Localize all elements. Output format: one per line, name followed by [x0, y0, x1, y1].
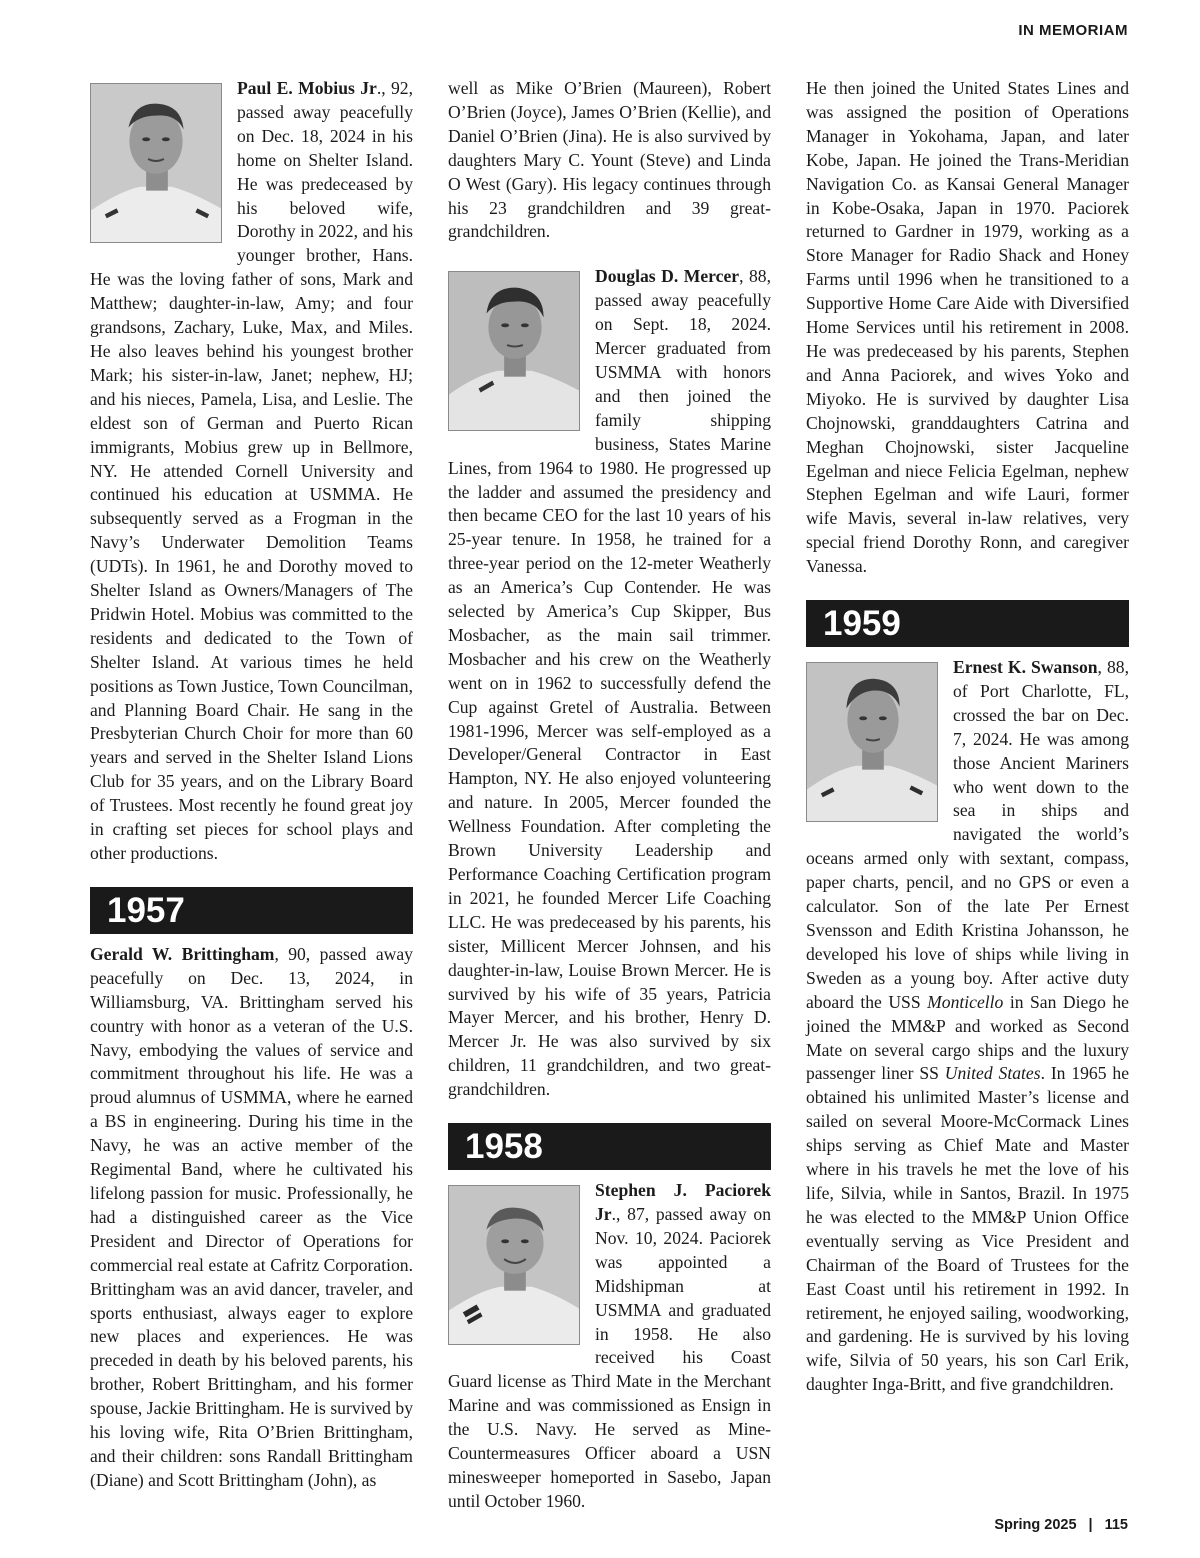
obituary-mobius: Paul E. Mobius Jr., 92, passed away peacefully on Dec. 18, 2024 in his home on Shelter Island. He was predeceased by his beloved wife, Dorothy in 2022, and his younger brother, Hans. He was the loving father of sons, Mark and Matthew; daughter-in-law, Amy; and four grandsons, Zachary, Luke, Max, and Miles. He also leaves behind his youngest brother Mark; his sister-in-law, Janet; nephew, HJ; and his nieces, Pamela, Lisa, and Leslie. The eldest son of German and Puerto Rican immigrants, Mobius grew up in Bellmore, NY. He attended Cornell University and continued his education at USMMA. He subsequently served as a Frogman in the Navy’s Underwater Demolition Teams (UDTs). In 1961, he and Dorothy moved to Shelter Island as Owners/Managers of The Pridwin Hotel. Mobius was committed to the residents and dedicated to the Town of Shelter Island. At various times he held positions as Town Justice, Town Councilman, and Planning Board Chair. He sang in the Presbyterian Church Choir for more than 60 years and served in the Shelter Island Lions Club for 35 years, and on the Library Board of Trustees. Most recently he found great joy in crafting set pieces for school plays and other productions. — [90, 78, 414, 863]
name-brittingham: Gerald W. Brittingham — [90, 943, 275, 964]
page-footer — [994, 1517, 1128, 1533]
obituary-paciorek-continued: He then joined the United States Lines and was assigned the position of Operations Manager in Yokohama, Japan, and later Kobe, Japan. He joined the Trans-Meridian Navigation Co. as Kansai General Manager in Kobe-Osaka, Japan in 1970. Paciorek returned to Gardner in 1979, working as a Store Manager for Radio Shack and Honey Farms until 1996 when he transitioned to a Supportive Home Care Aide with Diversified Home Services until his retirement in 2008. He was predeceased by his parents, Stephen and Anna Paciorek, and wives Yoko and Miyoko. He is survived by daughter Lisa Chojnowski, granddaughters Catrina and Meghan Chojnowski, sister Jacqueline Egelman and niece Felicia Egelman, nephew Stephen Egelman and wife Lauri, former wife Mavis, several in-law relatives, very special friend Dorothy Ronn, and caregiver Vanessa. — [806, 78, 1129, 577]
column-3 — [806, 77, 1129, 1397]
obituary-brittingham: Gerald W. Brittingham, 90, passed away peacefully on Dec. 13, 2024, in Williamsburg, VA. Brittingham served his country with honor as a veteran of the U.S. Navy, embodying the values of service and commitment throughout his life. He was a proud alumnus of USMMA, where he earned a BS in engineering. During his time in the Navy, he was an active member of the Regimental Band, where he cultivated his lifelong passion for music. Professionally, he had a distinguished career as the Vice President and Director of Operations for commercial real estate at Cafritz Corporation. Brittingham was an avid dancer, traveler, and sports enthusiast, always eager to explore new places and experiences. He was preceded in death by his beloved parents, his brother, Robert Brittingham, and his former spouse, Jackie Brittingham. He is survived by his loving wife, Rita O’Brien Brittingham, and their children: sons Randall Brittingham (Diane) and Scott Brittingham (John), as — [90, 943, 413, 1490]
obituary-brittingham-continued: well as Mike O’Brien (Maureen), Robert O’Brien (Joyce), James O’Brien (Kellie), and Daniel O’Brien (Jina). He is also survived by daughters Mary C. Yount (Steve) and Linda O West (Gary). His legacy continues through his 23 grandchildren and 39 great-grandchildren. — [448, 78, 771, 242]
name-mobius: Paul E. Mobius Jr — [237, 78, 377, 98]
year-heading-1959: 1959 — [806, 600, 1129, 647]
name-mercer: Douglas D. Mercer — [595, 266, 740, 287]
portrait-photo-mobius — [90, 83, 222, 243]
portrait-image — [91, 84, 221, 242]
year-heading-1958: 1958 — [448, 1123, 771, 1170]
obituary-swanson: Ernest K. Swanson, 88, of Port Charlotte, FL, crossed the bar on Dec. 7, 2024. He was among those Ancient Mariners who went down to the sea in ships and navigated the world’s oceans armed only with sextant, compass, paper charts, pencil, and no GPS or even a calculator. Son of the late Per Ernest Svensson and Edith Kristina Johansson, he developed his love of ships while living in Sweden as a young boy. After active duty aboard the USS Monticello in San Diego he joined the MM&P and worked as Second Mate on several cargo ships and the luxury passenger liner SS United States. In 1965 he obtained his unlimited Master’s license and sailed on several Moore-McCormack Lines ships serving as Chief Mate and Master where in his travels he met the love of his life, Silvia, while in Santos, Brazil. In 1975 he was elected to the MM&P Union Office eventually serving as Vice President and Chairman of the Board of Trustees for the East Coast until his retirement in 1992. In retirement, he enjoyed sailing, woodworking, and gardening. He is survived by his loving wife, Silvia of 50 years, his son Carl Erik, daughter Inga-Britt, and five grandchildren. — [806, 657, 1129, 1395]
name-swanson: Ernest K. Swanson — [953, 657, 1098, 678]
year-heading-1957: 1957 — [90, 887, 413, 934]
portrait-photo-swanson — [806, 662, 938, 822]
footer-separator: | — [1088, 1517, 1093, 1533]
ship-name-monticello: Monticello — [927, 991, 1004, 1012]
name-paciorek: Stephen J. Paciorek Jr — [595, 1180, 771, 1224]
page-number: 115 — [1104, 1517, 1128, 1533]
ship-name-united-states: United States — [944, 1063, 1041, 1084]
column-1 — [90, 77, 413, 1493]
portrait-image — [449, 1186, 579, 1344]
portrait-photo-mercer — [448, 271, 580, 431]
obituary-mercer: Douglas D. Mercer, 88, passed away peacefully on Sept. 18, 2024. Mercer graduated from USMMA with honors and then joined the family shipping business, States Marine Lines, from 1964 to 1980. He progressed up the ladder and assumed the presidency and then became CEO for the last 10 years of his 25-year tenure. In 1958, he trained for a three-year period on the 12-meter Weatherly as an America’s Cup Contender. He was selected by America’s Cup Skipper, Bus Mosbacher, as the main sail trimmer. Mosbacher and his crew on the Weatherly went on in 1962 to successfully defend the Cup against Gretel of Australia. Between 1981-1996, Mercer was self-employed as a Developer/General Contractor in East Hampton, NY. He also enjoyed volunteering and nature. In 2005, Mercer founded the Wellness Foundation. After completing the Brown University Leadership and Performance Coaching Certification program in 2021, he founded Mercer Life Coaching LLC. He was predeceased by his parents, his sister, Millicent Mercer Johnsen, and his daughter-in-law, Louise Brown Mercer. He is survived by his wife of 35 years, Patricia Mayer Mercer, and his brother, Henry D. Mercer Jr. He was also survived by six children, 11 grandchildren, and two great-grandchildren. — [448, 266, 771, 1100]
portrait-image — [807, 663, 937, 821]
column-2 — [448, 77, 771, 1514]
obituary-paciorek: Stephen J. Paciorek Jr., 87, passed away on Nov. 10, 2024. Paciorek was appointed a Midshipman at USMMA and graduated in 1958. He also received his Coast Guard license as Third Mate in the Merchant Marine and was commissioned as Ensign in the U.S. Navy. He served as Mine-Countermeasures Officer aboard a USN minesweeper homeported in Sasebo, Japan until October 1960. — [448, 1180, 771, 1511]
portrait-image — [449, 272, 579, 430]
issue-label: Spring 2025 — [994, 1517, 1077, 1533]
section-title: IN MEMORIAM — [1018, 22, 1128, 39]
portrait-photo-paciorek — [448, 1185, 580, 1345]
